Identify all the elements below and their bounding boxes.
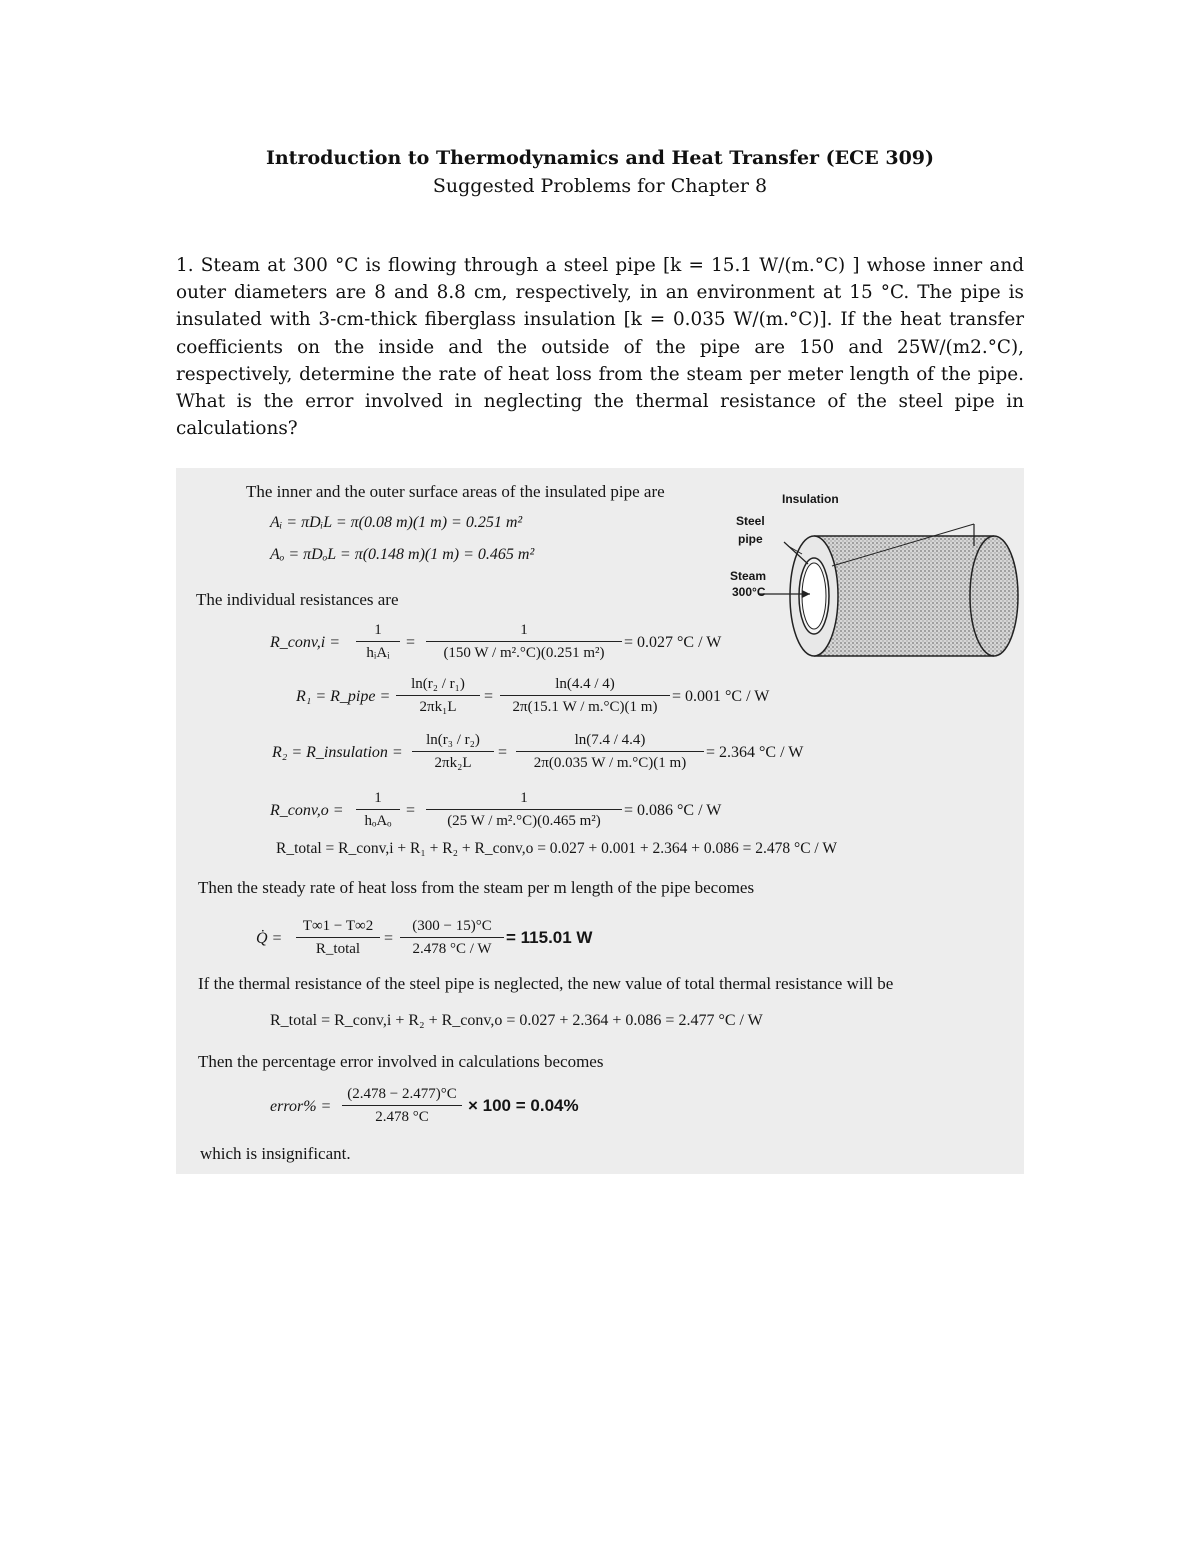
pipe-body xyxy=(814,536,994,656)
r-conv-o-lhs: R_conv,o = xyxy=(270,802,344,819)
r-conv-i-symbolic xyxy=(356,620,400,663)
r-insulation-lhs: R₂ = R_insulation = xyxy=(272,744,403,761)
r-pipe-symbolic xyxy=(396,674,480,717)
label-pipe: pipe xyxy=(738,532,763,546)
label-insulation: Insulation xyxy=(782,492,839,506)
fraction-denominator: 2πk₁L xyxy=(419,699,457,715)
fraction-numerator: 1 xyxy=(374,790,382,806)
q-dot-lhs: Q̇ = xyxy=(256,930,283,947)
fraction-denominator: (25 W / m².°C)(0.465 m²) xyxy=(447,813,601,829)
fraction-numerator: 1 xyxy=(520,790,528,806)
fraction-numerator: ln(4.4 / 4) xyxy=(555,676,615,692)
fraction-numerator: T∞1 − T∞2 xyxy=(302,918,374,934)
area-outer-eq: Aₒ = πDₒL = π(0.148 m)(1 m) = 0.465 m² xyxy=(270,546,535,563)
label-steam-temp: 300°C xyxy=(732,585,766,599)
heat-loss-intro: Then the steady rate of heat loss from the steam per m length of the pipe becomes xyxy=(198,878,755,897)
q-dot-numeric xyxy=(400,916,504,959)
areas-intro: The inner and the outer surface areas of the insulated pipe are xyxy=(246,482,665,501)
r-pipe-result: = 0.001 °C / W xyxy=(672,688,770,705)
fraction-numerator: ln(r₂ / r₁) xyxy=(411,676,465,692)
fraction-denominator: 2πk₂L xyxy=(434,755,472,771)
fraction-numerator: ln(7.4 / 4.4) xyxy=(574,732,646,748)
scanned-solution: Insulation Steel pipe Steam 300°C The inner and the outer surface areas of the insulated pipe are Aᵢ = πDᵢL = π(0.08 m)(1 m) = 0.251 m² Aₒ = πDₒL = π(0.148 m)(1 m) = 0.465 m² The individual resistances are R_conv,i = 1 hᵢAᵢ = 1 (150 W / m².°C)(0.251 m²) = 0.027 °C / W R₁ = R_pipe = ln(r₂ / r₁) 2πk₁L = ln(4.4 / 4) 2π(15.1 W / m.°C)(1 m) = 0.001 °C / W R₂ = R_insulation = ln(r₃ / r₂) 2πk₂L = ln(7.4 / 4.4) 2π(0.035 W / m.°C)(1 m) = 2.364 °C / W R_conv,o = 1 hₒAₒ = 1 (25 W / m².°C)(0.465 m²) = 0.086 °C / W R_total = R_conv,i + R₁ + R₂ + R_conv,o = 0.027 + 0.001 + 2.364 + 0.086 = 2.478 °C / W Then the steady rate of heat loss from the steam per m length of the pipe becomes Q̇ = T∞1 − T∞2 R_total = (300 − 15)°C 2.478 °C / W = 115.01 W If the thermal resistance of the steel pipe is neglected, the new value of total thermal resistance will be R_total = R_conv,i + R₂ + R_conv,o = 0.027 + 2.364 + 0.086 = 2.477 °C / W Then the percentage error involved in calculations becomes error% = (2.478 − 2.477)°C 2.478 °C × 100 = 0.04% which is insignificant. xyxy=(176,468,1024,1174)
fraction-denominator: 2π(0.035 W / m.°C)(1 m) xyxy=(533,755,687,771)
fraction-denominator: R_total xyxy=(315,941,361,957)
conclusion: which is insignificant. xyxy=(200,1144,351,1163)
page-subtitle: Suggested Problems for Chapter 8 xyxy=(432,175,768,197)
fraction-denominator: hᵢAᵢ xyxy=(366,645,390,661)
fraction-denominator: 2π(15.1 W / m.°C)(1 m) xyxy=(512,699,658,715)
problem-statement: 1. Steam at 300 °C is flowing through a steel pipe [k = 15.1 W/(m.°C) ] whose inner and outer diameters are 8 and 8.8 cm, respectively, in an environment at 15 °C. The pipe is insulated with 3-cm-thick fiberglass insulation [k = 0.035 W/(m.°C)]. If the heat transfer coefficients on the inside and the outside of the pipe are 150 and 25W/(m2.°C), respectively, determine the rate of heat loss from the steam per meter length of the pipe. What is the error involved in neglecting the thermal resistance of the steel pipe in calculations? xyxy=(176,255,1024,440)
pipe-far-end xyxy=(970,536,1018,656)
document-header xyxy=(0,144,1200,200)
insulated-pipe-figure xyxy=(752,486,1022,666)
error-fraction xyxy=(342,1084,462,1127)
fraction-numerator: ln(r₃ / r₂) xyxy=(426,732,480,748)
r-insulation-result: = 2.364 °C / W xyxy=(706,744,804,761)
r-conv-o-symbolic xyxy=(356,788,400,831)
label-steel: Steel xyxy=(736,514,765,528)
area-inner-eq: Aᵢ = πDᵢL = π(0.08 m)(1 m) = 0.251 m² xyxy=(270,514,523,531)
r-conv-o-numeric xyxy=(426,788,622,831)
resistances-intro: The individual resistances are xyxy=(196,590,399,609)
r-insulation-symbolic xyxy=(412,730,494,773)
fraction-denominator: hₒAₒ xyxy=(364,813,392,829)
neglect-intro: If the thermal resistance of the steel pipe is neglected, the new value of total thermal resistance will be xyxy=(198,974,894,993)
q-dot-symbolic xyxy=(296,916,380,959)
page-title: Introduction to Thermodynamics and Heat Transfer (ECE 309) xyxy=(265,147,935,169)
r-pipe-numeric xyxy=(500,674,670,717)
error-result: × 100 = 0.04% xyxy=(468,1096,579,1115)
r-conv-o-result: = 0.086 °C / W xyxy=(624,802,722,819)
fraction-numerator: 1 xyxy=(374,622,382,638)
r-conv-i-lhs: R_conv,i = xyxy=(270,634,341,651)
r-pipe-lhs: R₁ = R_pipe = xyxy=(296,688,391,705)
r-total-eq: R_total = R_conv,i + R₁ + R₂ + R_conv,o = 0.027 + 0.001 + 2.364 + 0.086 = 2.478 °C / W xyxy=(276,840,837,857)
r-conv-i-result: = 0.027 °C / W xyxy=(624,634,722,651)
fraction-numerator: (2.478 − 2.477)°C xyxy=(347,1086,457,1102)
fraction-denominator: 2.478 °C / W xyxy=(412,941,492,957)
q-dot-result: = 115.01 W xyxy=(506,928,593,947)
fraction-numerator: (300 − 15)°C xyxy=(412,918,492,934)
r-conv-i-numeric xyxy=(426,620,622,663)
fraction-numerator: 1 xyxy=(520,622,528,638)
r-total-new-eq: R_total = R_conv,i + R₂ + R_conv,o = 0.027 + 2.364 + 0.086 = 2.477 °C / W xyxy=(270,1012,763,1029)
error-lhs: error% = xyxy=(270,1098,332,1115)
r-insulation-numeric xyxy=(516,730,704,773)
fraction-denominator: 2.478 °C xyxy=(375,1109,429,1125)
error-intro: Then the percentage error involved in calculations becomes xyxy=(198,1052,604,1071)
fraction-denominator: (150 W / m².°C)(0.251 m²) xyxy=(443,645,605,661)
label-steam: Steam xyxy=(730,569,767,583)
